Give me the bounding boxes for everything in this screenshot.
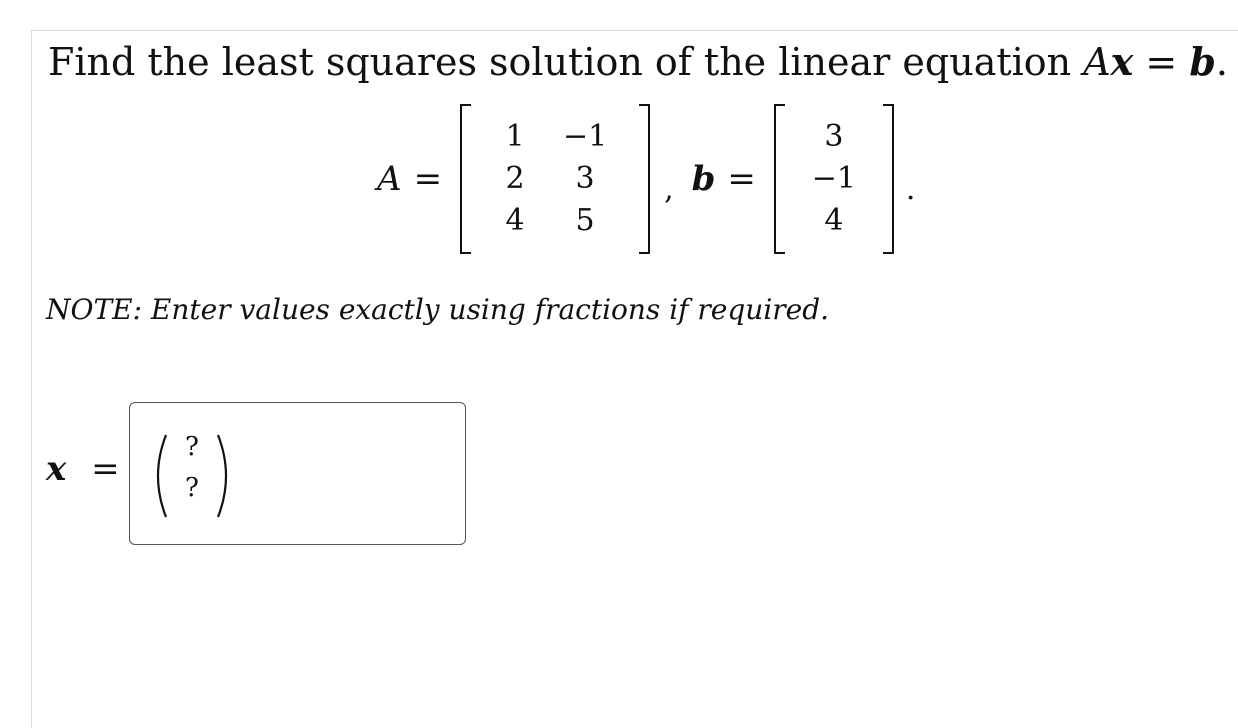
var-A: A — [1083, 40, 1111, 84]
matrix-separator-comma: , — [664, 171, 674, 207]
vector-b-cell: −1 — [811, 161, 856, 196]
question-prefix: Find the least squares solution of the linear equation — [48, 40, 1084, 84]
question-period: . — [1215, 40, 1228, 84]
matrix-A-cell: 4 — [505, 203, 525, 238]
question-equals: = — [1133, 40, 1190, 84]
vector-b-body — [785, 118, 883, 240]
left-bracket — [774, 104, 785, 254]
matrix-A-cell: 3 — [575, 161, 595, 196]
right-bracket — [883, 104, 894, 254]
vector-b-cell: 3 — [824, 119, 844, 154]
var-x: x — [1110, 39, 1134, 84]
vector-b-cell: 4 — [824, 203, 844, 238]
equation-period: . — [905, 171, 916, 207]
right-bracket — [639, 104, 650, 254]
vector-b — [774, 104, 894, 254]
vector-b-label: b — [691, 159, 716, 199]
matrix-equation — [377, 99, 915, 259]
matrix-A-equals: = — [413, 159, 443, 199]
matrix-A-body — [471, 118, 639, 240]
vector-b-equals: = — [727, 159, 756, 199]
matrix-A-cell: 1 — [505, 119, 525, 154]
matrix-A-label: A — [377, 159, 402, 199]
answer-vector-template[interactable] — [148, 431, 236, 521]
matrix-A-cell: −1 — [562, 119, 608, 154]
var-b: b — [1189, 39, 1216, 84]
question-text — [48, 39, 1228, 84]
matrix-A — [460, 104, 650, 254]
note-text: NOTE: Enter values exactly using fractions if required. — [46, 293, 830, 326]
answer-var-x: x — [46, 449, 67, 489]
question-panel — [31, 30, 1238, 728]
answer-entry-placeholder[interactable]: ? — [185, 473, 199, 503]
answer-label — [46, 449, 120, 489]
matrix-A-cell: 5 — [575, 203, 595, 238]
left-bracket — [460, 104, 471, 254]
answer-equals: = — [91, 449, 120, 489]
answer-input[interactable] — [129, 402, 466, 545]
answer-entry-placeholder[interactable]: ? — [185, 432, 199, 462]
matrix-A-cell: 2 — [505, 161, 525, 196]
